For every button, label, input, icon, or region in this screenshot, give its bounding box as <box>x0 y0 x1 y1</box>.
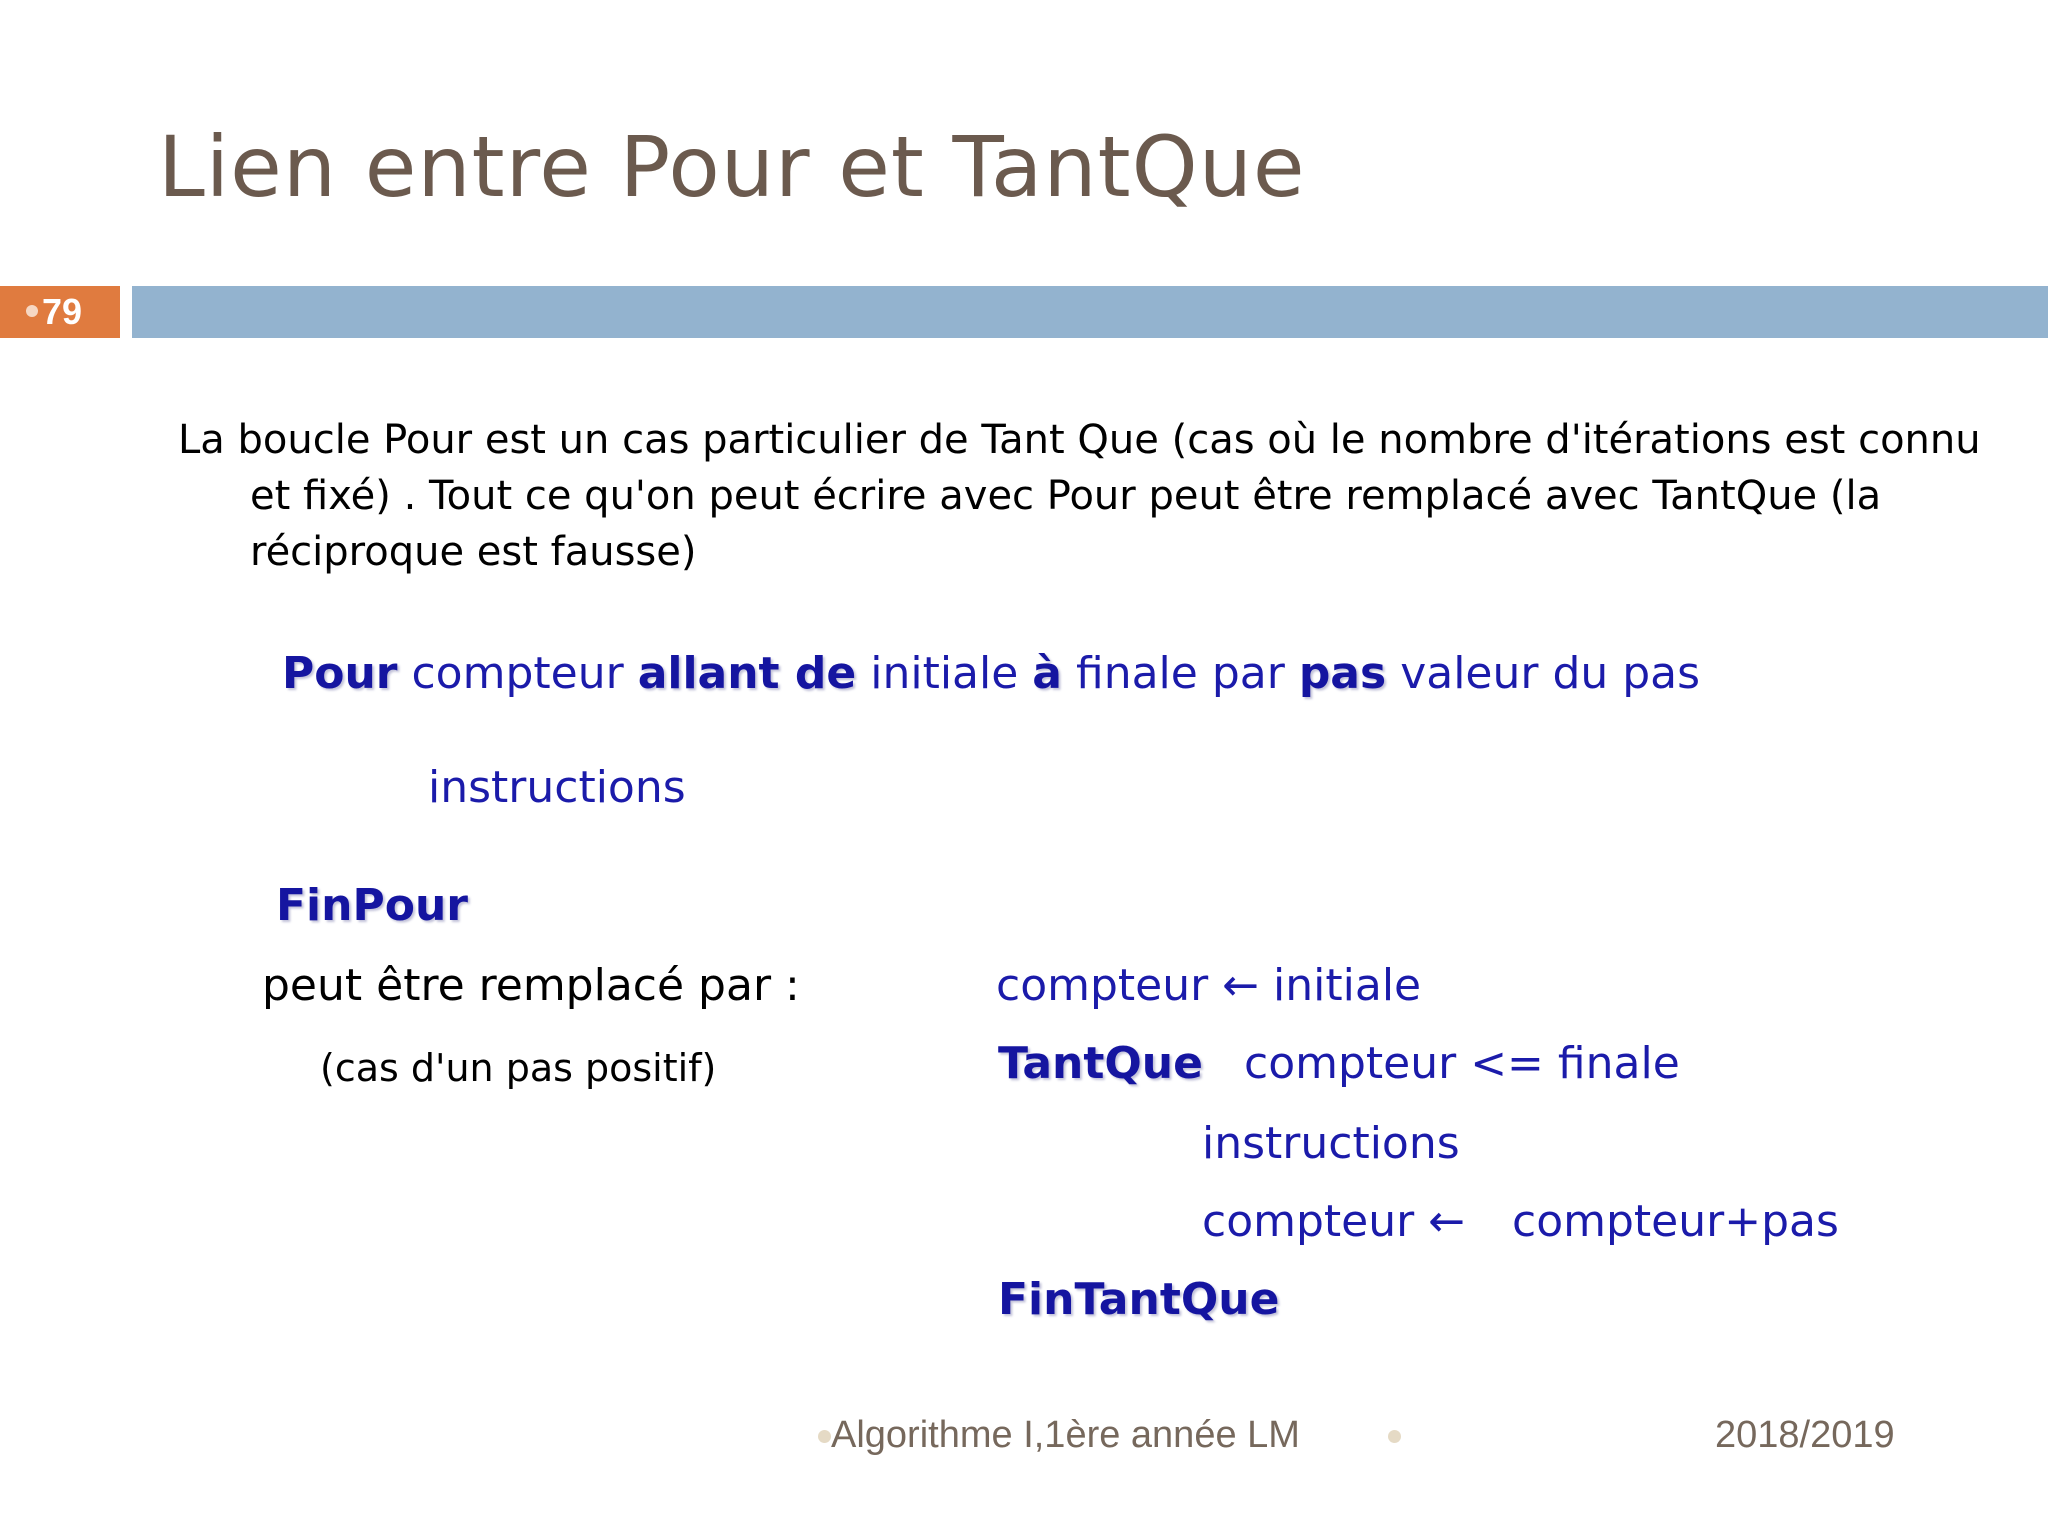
footer-dot-icon <box>1388 1430 1401 1443</box>
tantque-increment-left: compteur ← <box>1202 1196 1466 1247</box>
bullet-dot-icon <box>26 305 38 317</box>
keyword-finpour: FinPour <box>276 880 468 931</box>
tantque-condition: compteur <= finale <box>1244 1038 1680 1089</box>
footer-course-text: Algorithme I,1ère année LM <box>831 1414 1300 1456</box>
header-bar <box>132 286 2048 338</box>
pour-instructions: instructions <box>428 762 686 813</box>
tantque-init: compteur ← initiale <box>996 960 1422 1011</box>
keyword-a: à <box>1032 648 1062 699</box>
keyword-allant-de: allant de <box>637 648 857 699</box>
slide-title: Lien entre Pour et TantQue <box>158 118 1306 216</box>
replace-note: (cas d'un pas positif) <box>320 1046 717 1090</box>
pour-text-1: compteur <box>397 648 638 699</box>
footer-year: 2018/2019 <box>1715 1414 1895 1456</box>
footer-course <box>818 1414 1300 1457</box>
pour-text-4: valeur du pas <box>1386 648 1701 699</box>
pour-line <box>282 648 1700 699</box>
intro-paragraph: La boucle Pour est un cas particulier de Tant Que (cas où le nombre d'itérations est connu et fixé) . Tout ce qu'on peut écrire avec Pour peut être remplacé avec TantQue (la réciproque est fausse) <box>178 417 1981 575</box>
keyword-fintantque: FinTantQue <box>998 1274 1280 1325</box>
replace-label: peut être remplacé par : <box>262 960 800 1011</box>
keyword-pour: Pour <box>282 648 398 699</box>
tantque-instructions: instructions <box>1202 1118 1460 1169</box>
tantque-increment-right: compteur+pas <box>1512 1196 1839 1247</box>
keyword-tantque: TantQue <box>998 1038 1203 1089</box>
footer-dot-icon <box>818 1430 831 1443</box>
footer-separator <box>1388 1414 1401 1457</box>
keyword-pas: pas <box>1298 648 1387 699</box>
slide-number: 79 <box>42 291 83 332</box>
slide-number-badge <box>0 286 120 338</box>
pour-text-3: finale par <box>1062 648 1299 699</box>
pour-text-2: initiale <box>856 648 1033 699</box>
